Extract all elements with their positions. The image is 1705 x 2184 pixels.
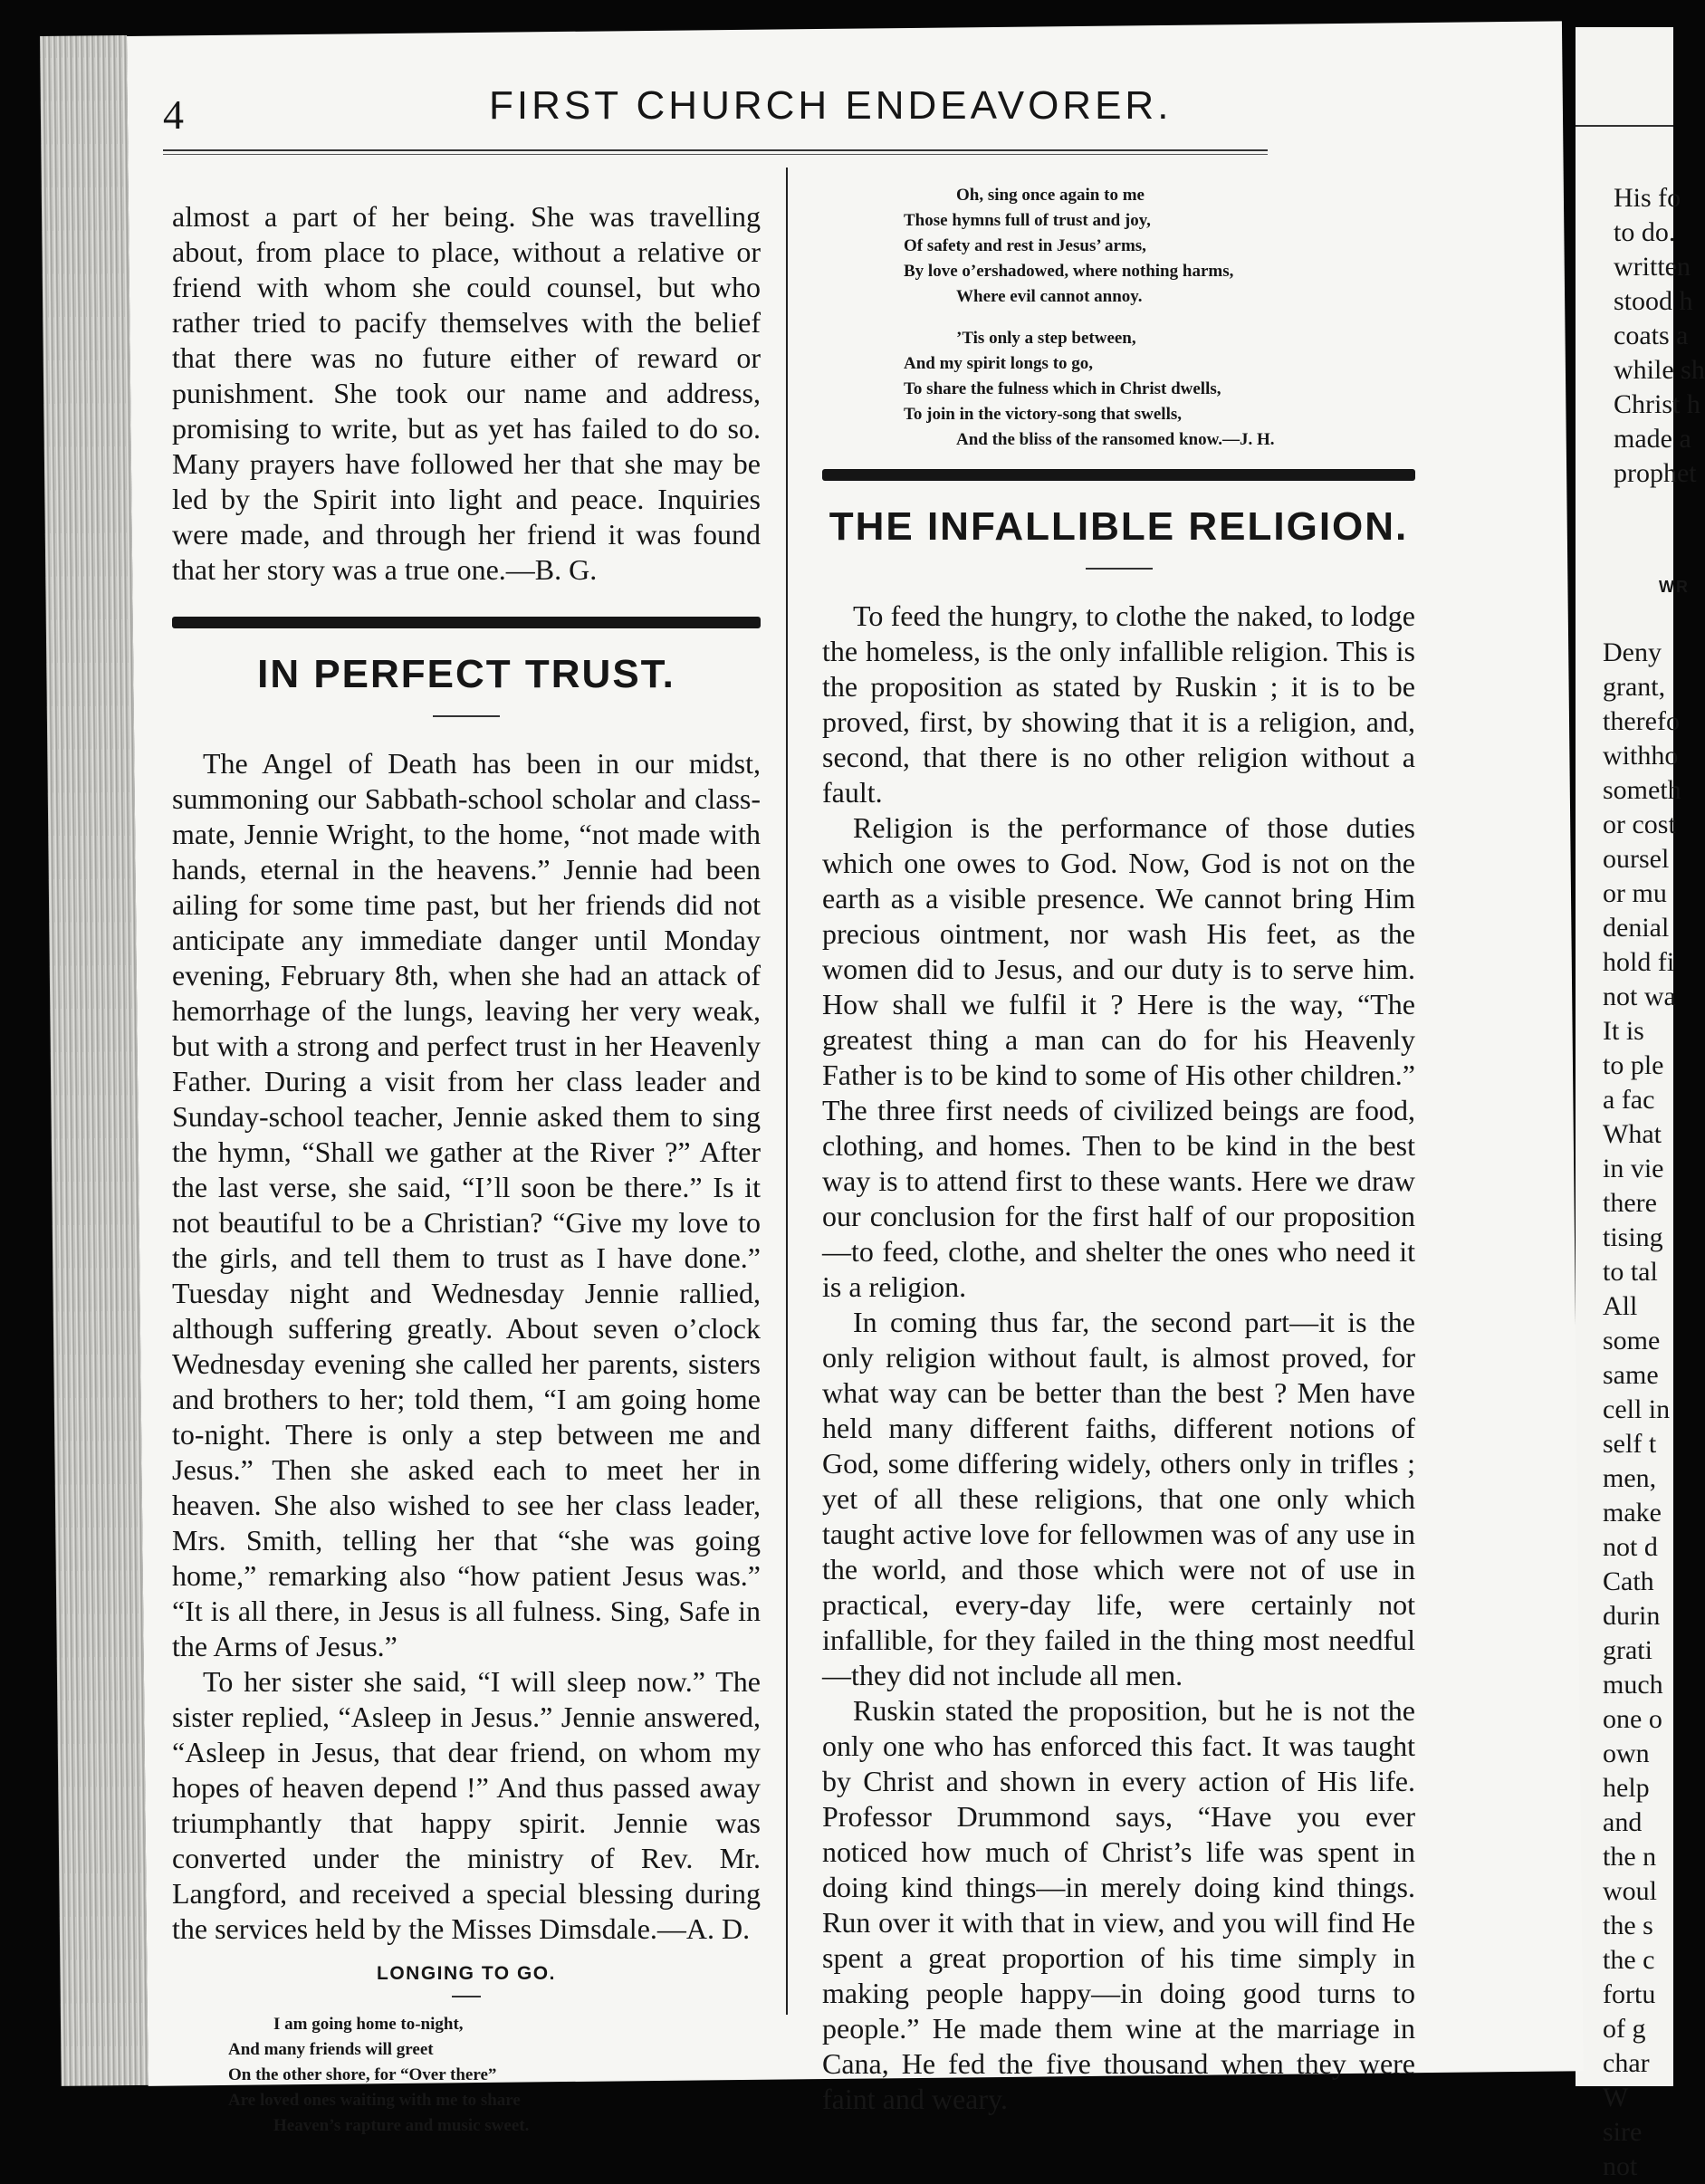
facing-page-line: withho bbox=[1603, 741, 1679, 771]
poem-line: To join in the victory-song that swells, bbox=[904, 405, 1183, 424]
facing-page-line: of g bbox=[1603, 2014, 1646, 2044]
poem-line: Are loved ones waiting with me to share bbox=[228, 2091, 521, 2110]
facing-page-header-rule bbox=[1576, 125, 1673, 127]
facing-page-line: oursel bbox=[1603, 844, 1670, 874]
poem-line: On the other shore, for “Over there” bbox=[228, 2065, 497, 2084]
facing-page-line: not bbox=[1603, 2151, 1638, 2181]
section-rule bbox=[822, 469, 1415, 481]
facing-page-line: Christ h bbox=[1614, 389, 1700, 419]
poem-line: And the bliss of the ransomed know.—J. H. bbox=[956, 430, 1275, 449]
facing-page-line: the c bbox=[1603, 1945, 1655, 1975]
facing-page-line: denial bbox=[1603, 913, 1670, 943]
facing-page-line: All bbox=[1603, 1291, 1638, 1321]
article-paragraph: To her sister she said, “I will sleep now.” The sister replied, “Asleep in Jesus.” Jennie answered, “Asleep in Jesus, that dear friend, on whom my hopes of heaven depend !” And thus passed away triumphantly that happy spirit. Jennie was converted under the ministry of Rev. Mr. Langford, and received a special blessing during the services held by the Misses Dimsdale.—A. D. bbox=[172, 1665, 761, 1945]
facing-page-line: grant, bbox=[1603, 672, 1666, 702]
facing-page-line: to ple bbox=[1603, 1050, 1664, 1080]
poem-line: Those hymns full of trust and joy, bbox=[904, 211, 1151, 230]
facing-page-line: tising bbox=[1603, 1222, 1663, 1252]
facing-page-line: char bbox=[1603, 2048, 1650, 2078]
poem-line: I am going home to-night, bbox=[273, 2015, 464, 2034]
page-number: 4 bbox=[163, 91, 184, 138]
facing-page-line: What bbox=[1603, 1119, 1662, 1149]
facing-page-line: coats a bbox=[1614, 321, 1689, 350]
facing-page-line: written bbox=[1614, 252, 1691, 282]
facing-page-line: It is bbox=[1603, 1016, 1644, 1046]
poem-stanza bbox=[904, 326, 1415, 453]
title-underline bbox=[1086, 568, 1153, 570]
facing-page-line: there bbox=[1603, 1188, 1657, 1218]
facing-page-line: woul bbox=[1603, 1876, 1657, 1906]
article-title-infallible-religion: THE INFALLIBLE RELIGION. bbox=[829, 504, 1409, 549]
facing-page-heading-fragment: WR bbox=[1659, 578, 1690, 596]
facing-page-line: W bbox=[1603, 2083, 1629, 2112]
facing-page-line: a fac bbox=[1603, 1085, 1655, 1115]
poem-line: Of safety and rest in Jesus’ arms, bbox=[904, 236, 1146, 255]
continued-story-text: almost a part of her being. She was travelling about, from place to place, without a relative or friend with whom she could counsel, but who rather tried to pacify themselves with the belief that there was no future either of reward or punishment. She took our name and address, promising to write, but as yet has failed to do so. Many prayers have followed her that she may be led by the Spirit into light and peace. Inquiries were made, and through her friend it was found that her story was a true one.—B. G. bbox=[172, 200, 761, 586]
facing-page-line: help bbox=[1603, 1773, 1650, 1803]
poem-stanza bbox=[904, 183, 1415, 310]
poem-continuation bbox=[904, 183, 1415, 453]
facing-page-line: Deny bbox=[1603, 637, 1662, 667]
facing-page-line: make bbox=[1603, 1498, 1662, 1528]
facing-page-line: or cost bbox=[1603, 809, 1676, 839]
facing-page-line: stood h bbox=[1614, 286, 1693, 316]
facing-page-bottom-lines bbox=[1603, 636, 1681, 2184]
facing-page-line: His fo bbox=[1614, 183, 1681, 213]
facing-page-line: not wa bbox=[1603, 982, 1676, 1011]
facing-page-line: self t bbox=[1603, 1429, 1657, 1459]
facing-page-line: in vie bbox=[1603, 1154, 1664, 1183]
poem-line: ’Tis only a step between, bbox=[956, 329, 1136, 348]
facing-page-fragment bbox=[1576, 27, 1705, 2181]
section-rule bbox=[172, 617, 761, 628]
article-paragraph: Ruskin stated the proposition, but he is not the only one who has enforced this fact. It was taught by Christ and shown in every action of His life. Professor Drummond says, “Have you ever noticed how much of Christ’s life was spent in doing kind things—in merely doing kind things. Run over it with that in view, and you will find He spent a great proportion of his time simply in making people happy—in doing good turns to people.” He made them wine at the marriage in Cana, He fed the five thousand when they were faint and weary. bbox=[822, 1694, 1415, 2115]
facing-page-line: fortu bbox=[1603, 1979, 1656, 2009]
title-underline bbox=[433, 715, 500, 717]
article-paragraph: To feed the hungry, to clothe the naked, to lodge the homeless, is the only infallible religion. This is the proposition as stated by Ruskin ; it is to be proved, first, by showing that it is a religion, and, second, that there is no other religion without a fault. bbox=[822, 599, 1415, 809]
article-paragraph: Religion is the performance of those duties which one owes to God. Now, God is not on the earth as a visible presence. We cannot bring Him precious ointment, nor wash His feet, as the women did to Jesus, and our duty is to serve him. How shall we fulfil it ? Here is the way, “The greatest thing a man can do for his Heavenly Father is to be kind to some of His other children.” The three first needs of civilized beings are food, clothing, and homes. Then to be kind in the best way is to attend first to these wants. Here we draw our conclusion for the first half of our proposition—to feed, clothe, and shelter the ones who need it is a religion. bbox=[822, 811, 1415, 1303]
facing-page-top-lines bbox=[1614, 181, 1705, 491]
facing-page-line: the n bbox=[1603, 1842, 1657, 1872]
poem-title-longing-to-go: LONGING TO GO. bbox=[377, 1963, 556, 1984]
facing-page-line: to do. bbox=[1614, 217, 1676, 247]
facing-page-line: much bbox=[1603, 1670, 1663, 1700]
facing-page-line: someth bbox=[1603, 775, 1681, 805]
facing-page-line: and bbox=[1603, 1807, 1643, 1837]
facing-page-line: made a bbox=[1614, 424, 1691, 454]
facing-page-line: hold fi bbox=[1603, 947, 1675, 977]
facing-page-line: Cath bbox=[1603, 1566, 1654, 1596]
poem-line: Heaven’s rapture and music sweet. bbox=[273, 2116, 530, 2135]
right-column bbox=[822, 181, 1415, 2117]
poem-title-underline bbox=[452, 1996, 481, 1997]
facing-page-line: some bbox=[1603, 1326, 1661, 1355]
poem-longing-to-go bbox=[228, 2012, 761, 2139]
journal-title: FIRST CHURCH ENDEAVORER. bbox=[489, 83, 1173, 128]
facing-page-line: sire bbox=[1603, 2117, 1643, 2147]
facing-page-line: prophet bbox=[1614, 458, 1697, 488]
page-header bbox=[163, 71, 1268, 152]
facing-page-line: grati bbox=[1603, 1635, 1652, 1665]
poem-line: And my spirit longs to go, bbox=[904, 354, 1094, 373]
facing-page-line: the s bbox=[1603, 1911, 1653, 1940]
poem-line: Oh, sing once again to me bbox=[956, 186, 1145, 205]
facing-page-line: while sh bbox=[1614, 355, 1705, 385]
facing-page-line: to tal bbox=[1603, 1257, 1658, 1287]
column-divider bbox=[786, 168, 788, 2015]
facing-page-line: not d bbox=[1603, 1532, 1658, 1562]
facing-page-line: durin bbox=[1603, 1601, 1661, 1631]
facing-page-line: men, bbox=[1603, 1463, 1657, 1493]
header-rule bbox=[163, 149, 1268, 151]
poem-line: To share the fulness which in Christ dwells, bbox=[904, 379, 1221, 398]
facing-page-line: own bbox=[1603, 1739, 1650, 1768]
article-paragraph: The Angel of Death has been in our midst, summoning our Sabbath-school scholar and class-mate, Jennie Wright, to the home, “not made with hands, eternal in the heavens.” Jennie had been ailing for some time past, but her friends did not anticipate any immediate danger until Monday evening, February 8th, when she had an attack of hemorrhage of the lungs, leaving her very weak, but with a strong and perfect trust in her Heavenly Father. During a visit from her class leader and Sunday-school teacher, Jennie asked them to sing the hymn, “Shall we gather at the River ?” After the last verse, she said, “I’ll soon be there.” Is it not beautiful to be a Christian? “Give my love to the girls, and tell them to trust as I have done.” Tuesday night and Wednesday Jennie rallied, although suffering greatly. About seven o’clock Wednesday evening she called her parents, sisters and brothers to her; told them, “I am going home to-night. There is only a step between me and Jesus.” Then she asked each to meet her in heaven. She also wished to see her class leader, Mrs. Smith, telling her that “she was going home,” remarking also “how patient Jesus was.” “It is all there, in Jesus is all fulness. Sing, Safe in the Arms of Jesus.” bbox=[172, 747, 761, 1662]
left-column bbox=[172, 199, 761, 2139]
facing-page-line: cell in bbox=[1603, 1394, 1671, 1424]
facing-page-line: or mu bbox=[1603, 878, 1667, 908]
poem-line: By love o’ershadowed, where nothing harms, bbox=[904, 262, 1234, 281]
facing-page-line: therefo bbox=[1603, 706, 1680, 736]
poem-line: And many friends will greet bbox=[228, 2040, 434, 2059]
article-title-perfect-trust: IN PERFECT TRUST. bbox=[257, 652, 675, 696]
facing-page-line: one o bbox=[1603, 1704, 1662, 1734]
poem-line: Where evil cannot annoy. bbox=[956, 287, 1143, 306]
header-rule-thin bbox=[163, 154, 1268, 155]
facing-page-line: same bbox=[1603, 1360, 1659, 1390]
article-paragraph: In coming thus far, the second part—it is the only religion without fault, is almost proved, for what way can be better than the best ? Men have held many different faiths, different notions of God, some differing widely, others only in trifles ; yet of all these religions, that one only which taught active love for fellowmen was of any use in the world, and those which were not of use in practical, every-day life, were certainly not infallible, for they failed in the thing most needful—they did not include all men. bbox=[822, 1306, 1415, 1691]
